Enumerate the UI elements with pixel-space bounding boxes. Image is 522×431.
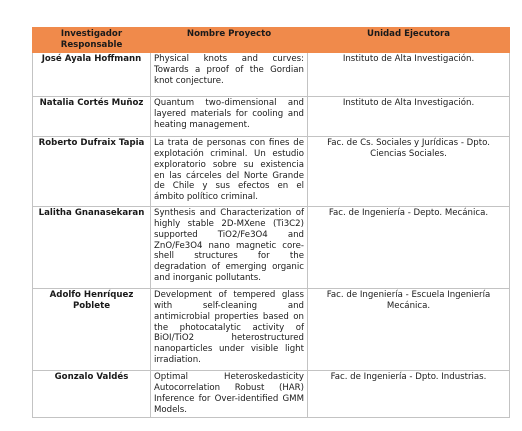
header-investigador: Investigador Responsable: [33, 28, 151, 53]
cell-investigador: Natalia Cortés Muñoz: [33, 97, 151, 137]
cell-proyecto: La trata de personas con fines de explotación criminal. Un estudio exploratorio sobre su existencia en las cárceles del Norte Grande de Chile y sus efectos en el ámbito político criminal.: [151, 137, 308, 207]
table-header: [33, 28, 510, 53]
cell-investigador: Gonzalo Valdés: [33, 371, 151, 418]
cell-unidad: Fac. de Ingeniería - Depto. Mecánica.: [308, 207, 510, 289]
cell-investigador: José Ayala Hoffmann: [33, 53, 151, 97]
cell-unidad: Instituto de Alta Investigación.: [308, 97, 510, 137]
cell-proyecto: Synthesis and Characterization of highly stable 2D-MXene (Ti3C2) supported TiO2/Fe3O4 and ZnO/Fe3O4 nano magnetic core-shell structures for the degradation of emerging organic and inorganic pollutants.: [151, 207, 308, 289]
cell-investigador: Lalitha Gnanasekaran: [33, 207, 151, 289]
table-body: [33, 53, 510, 418]
cell-proyecto: Optimal Heteroskedasticity Autocorrelation Robust (HAR) Inference for Over-identified GMM Models.: [151, 371, 308, 418]
cell-investigador: Roberto Dufraix Tapia: [33, 137, 151, 207]
cell-unidad: Fac. de Cs. Sociales y Jurídicas - Dpto. Ciencias Sociales.: [308, 137, 510, 207]
table-row: [33, 207, 510, 289]
table-row: [33, 97, 510, 137]
header-row: [33, 28, 510, 53]
cell-proyecto: Physical knots and curves: Towards a proof of the Gordian knot conjecture.: [151, 53, 308, 97]
cell-investigador: Adolfo Henríquez Poblete: [33, 289, 151, 371]
cell-proyecto: Development of tempered glass with self-cleaning and antimicrobial properties based on the photocatalytic activity of BiOI/TiO2 heterostructured nanoparticles under visible light irradiation.: [151, 289, 308, 371]
table-row: [33, 371, 510, 418]
cell-proyecto: Quantum two-dimensional and layered materials for cooling and heating management.: [151, 97, 308, 137]
cell-unidad: Fac. de Ingeniería - Dpto. Industrias.: [308, 371, 510, 418]
cell-unidad: Fac. de Ingeniería - Escuela Ingeniería Mecánica.: [308, 289, 510, 371]
table-row: [33, 53, 510, 97]
header-unidad-ejecutora: Unidad Ejecutora: [308, 28, 510, 53]
table-row: [33, 289, 510, 371]
cell-unidad: Instituto de Alta Investigación.: [308, 53, 510, 97]
table-row: [33, 137, 510, 207]
header-nombre-proyecto: Nombre Proyecto: [151, 28, 308, 53]
projects-table: [32, 27, 510, 418]
